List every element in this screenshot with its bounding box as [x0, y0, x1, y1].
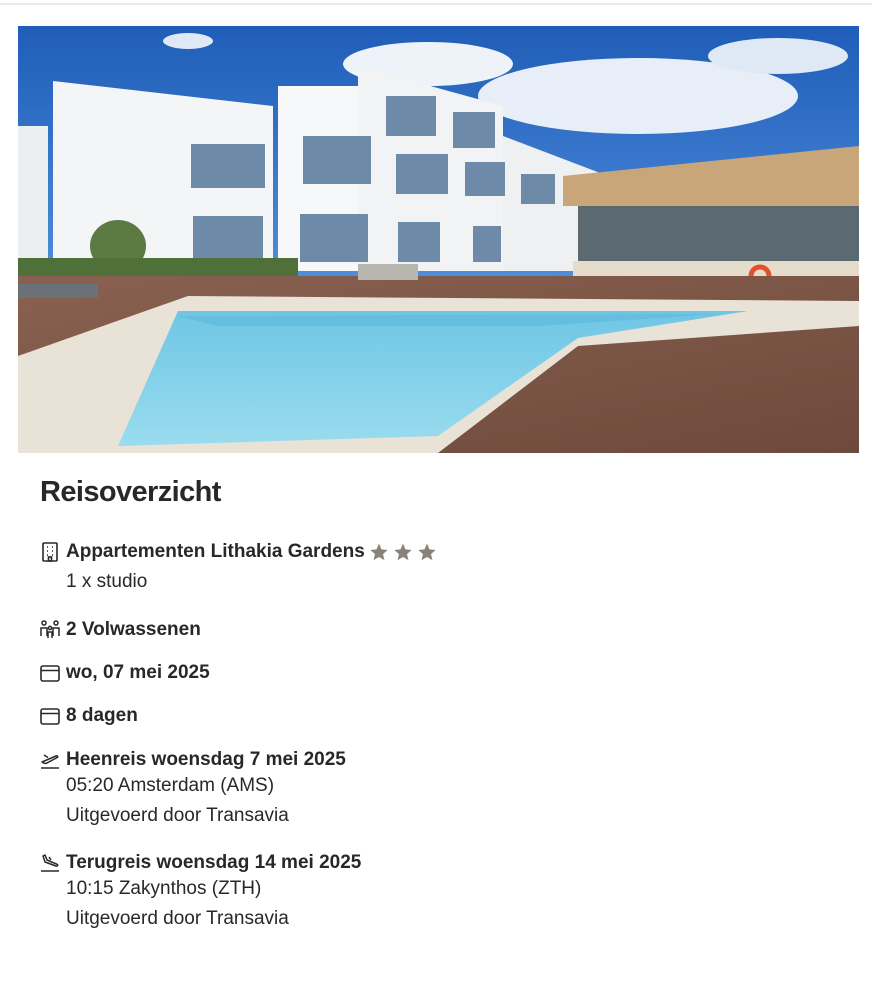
star-icon	[391, 541, 415, 563]
star-icon	[367, 541, 391, 563]
date-row	[40, 662, 210, 684]
plane-arrival-icon	[40, 853, 60, 873]
top-divider	[0, 3, 872, 5]
outbound-operator: Uitgevoerd door Transavia	[66, 805, 289, 826]
page-title: Reisoverzicht	[40, 476, 221, 508]
departure-date: wo, 07 mei 2025	[66, 662, 210, 683]
hotel-photo	[18, 26, 859, 453]
return-row	[40, 852, 361, 874]
star-icon	[415, 541, 439, 563]
return-time-place: 10:15 Zakynthos (ZTH)	[66, 878, 262, 899]
plane-departure-icon	[40, 750, 60, 770]
outbound-time-place: 05:20 Amsterdam (AMS)	[66, 775, 275, 796]
room-type: 1 x studio	[66, 571, 148, 592]
duration-row	[40, 705, 138, 727]
calendar-icon	[40, 706, 60, 726]
travelers-label: 2 Volwassenen	[66, 619, 201, 640]
star-rating	[367, 541, 439, 563]
outbound-title: Heenreis woensdag 7 mei 2025	[66, 749, 346, 770]
accommodation-row	[40, 541, 439, 563]
travelers-row	[40, 619, 201, 641]
outbound-row	[40, 749, 346, 771]
building-icon	[40, 542, 60, 562]
trip-duration: 8 dagen	[66, 705, 138, 726]
return-operator: Uitgevoerd door Transavia	[66, 908, 289, 929]
return-title: Terugreis woensdag 14 mei 2025	[66, 852, 362, 873]
calendar-icon	[40, 663, 60, 683]
accommodation-name[interactable]: Appartementen Lithakia Gardens	[66, 541, 365, 562]
family-icon	[40, 620, 60, 640]
